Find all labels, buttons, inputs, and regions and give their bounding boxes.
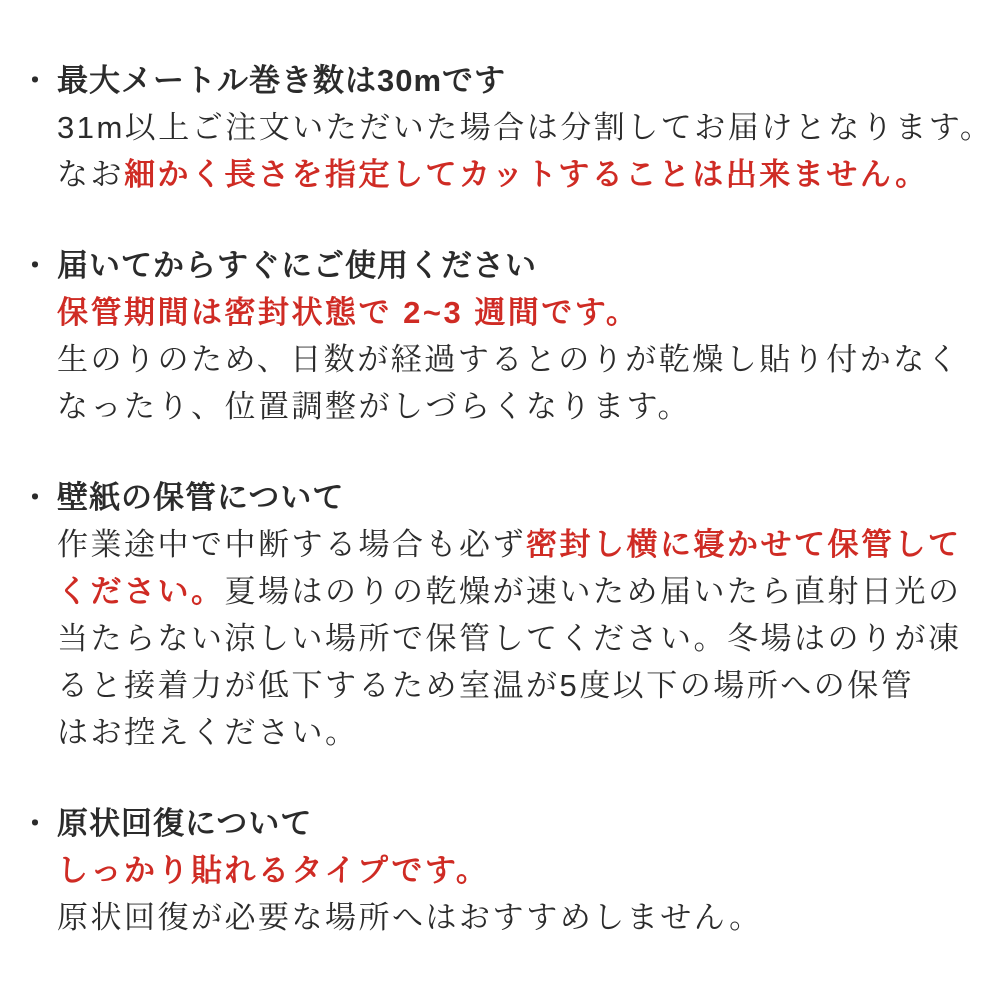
- text-line: [57, 615, 970, 662]
- body-text: ると接着力が低下するため室温が5度以下の場所への保管: [57, 668, 915, 703]
- section-heading: 届いてからすぐにご使用ください: [57, 248, 537, 283]
- highlighted-text: 保管期間は密封状態で 2~3 週間です。: [57, 295, 640, 330]
- text-line: [57, 383, 970, 430]
- body-text: 31m以上ご注文いただいた場合は分割してお届けとなります。: [57, 110, 994, 145]
- highlighted-text: しっかり貼れるタイプです。: [57, 853, 490, 888]
- section-heading-row: [21, 242, 970, 289]
- section-restoration: [21, 800, 970, 941]
- body-text: 夏場はのりの乾燥が速いため届いたら直射日光の: [224, 574, 962, 609]
- text-line: [57, 104, 994, 151]
- highlighted-text: 細かく長さを指定してカットすることは出来ません。: [124, 157, 929, 192]
- text-line: [57, 662, 970, 709]
- text-line: [57, 894, 970, 941]
- body-text: 生のりのため、日数が経過するとのりが乾燥し貼り付かなく: [57, 342, 961, 377]
- text-line: [57, 709, 970, 756]
- text-line: [57, 151, 970, 198]
- body-text: なお: [57, 157, 124, 192]
- body-text: 原状回復が必要な場所へはおすすめしません。: [57, 900, 763, 935]
- text-line: [57, 521, 970, 568]
- section-heading-row: [21, 474, 970, 521]
- text-line: [57, 336, 970, 383]
- body-text: なったり、位置調整がしづらくなります。: [57, 389, 692, 424]
- section-wallpaper-storage: [21, 474, 970, 756]
- section-heading: 最大メートル巻き数は30mです: [57, 63, 507, 98]
- bullet-icon: ・: [21, 482, 50, 513]
- highlighted-text: 密封し横に寝かせて保管して: [526, 527, 962, 562]
- section-max-roll-length: [21, 57, 994, 198]
- section-heading: 壁紙の保管について: [57, 480, 345, 515]
- section-heading-row: [21, 800, 970, 847]
- bullet-icon: ・: [21, 250, 50, 281]
- section-heading-row: [21, 57, 970, 104]
- body-text: 当たらない涼しい場所で保管してください。冬場はのりが凍: [57, 621, 962, 656]
- text-line: [57, 847, 970, 894]
- highlighted-text: ください。: [57, 574, 225, 609]
- section-heading: 原状回復について: [57, 806, 313, 841]
- body-text: 作業途中で中断する場合も必ず: [57, 527, 526, 562]
- body-text: はお控えください。: [57, 715, 359, 750]
- text-line: [57, 289, 970, 336]
- bullet-icon: ・: [21, 65, 50, 96]
- bullet-icon: ・: [21, 808, 50, 839]
- section-use-immediately: [21, 242, 970, 430]
- text-line: [57, 568, 970, 615]
